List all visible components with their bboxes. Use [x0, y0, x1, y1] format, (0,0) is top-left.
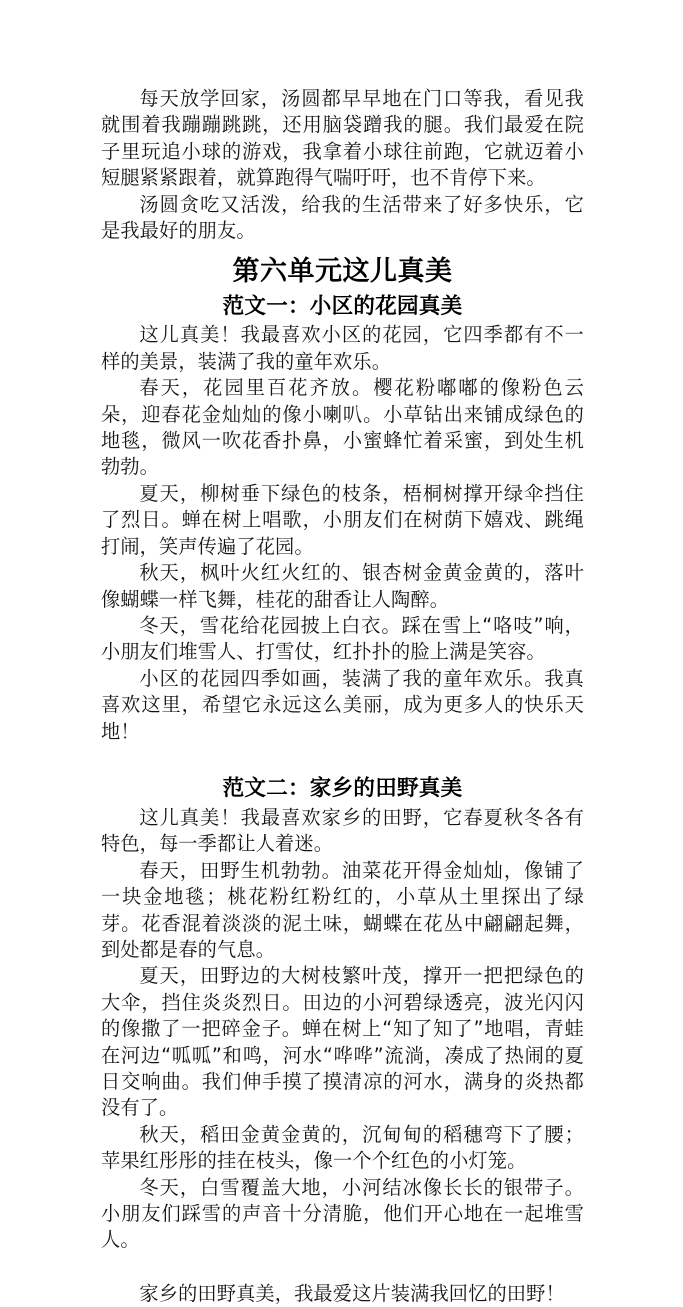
essay-heading-two: 范文二：家乡的田野真美 — [222, 775, 463, 801]
essay-two-paragraph-3: 夏天，田野边的大树枝繁叶茂，撑开一把把绿色的大伞，挡住炎炎烈日。田边的小河碧绿透亮，波光闪闪的像撒了一把碎金子。蝉在树上“知了知了”地唱，青蛙在河边“呱呱”和鸣，河水“哗哗”流淌，凑成了热闹的夏日交响曲。我们伸手摸了摸清凉的河水，满身的炎热都没有了。 — [101, 964, 584, 1120]
essay-two-paragraph-4: 秋天，稻田金黄金黄的，沉甸甸的稻穗弯下了腰；苹果红彤彤的挂在枝头，像一个个红色的小灯笼。 — [101, 1122, 584, 1173]
essay-two-closing-paragraph: 家乡的田野真美，我最爱这片装满我回忆的田野！ — [139, 1281, 565, 1305]
essay-two-paragraph-1: 这儿真美！我最喜欢家乡的田野，它春夏秋冬各有特色，每一季都让人着迷。 — [101, 805, 584, 856]
intro-paragraph-1: 每天放学回家，汤圆都早早地在门口等我，看见我就围着我蹦蹦跳跳，还用脑袋蹭我的腿。我们最爱在院子里玩追小球的游戏，我拿着小球往前跑，它就迈着小短腿紧紧跟着，就算跑得气喘吁吁，也不肯停下来。 — [101, 87, 584, 190]
unit-title: 第六单元这儿真美 — [232, 256, 453, 288]
essay-heading-one: 范文一：小区的花园真美 — [222, 294, 463, 320]
essay-one-paragraph-3: 夏天，柳树垂下绿色的枝条，梧桐树撑开绿伞挡住了烈日。蝉在树上唱歌，小朋友们在树荫下嬉戏、跳绳打闹，笑声传遍了花园。 — [101, 481, 584, 558]
essay-one-paragraph-4: 秋天，枫叶火红火红的、银杏树金黄金黄的，落叶像蝴蝶一样飞舞，桂花的甜香让人陶醉。 — [101, 561, 584, 611]
essay-one-paragraph-1: 这儿真美！我最喜欢小区的花园，它四季都有不一样的美景，装满了我的童年欢乐。 — [101, 323, 584, 373]
essay-two-paragraph-2: 春天，田野生机勃勃。油菜花开得金灿灿，像铺了一块金地毯；桃花粉红粉红的，小草从土里探出了绿芽。花香混着淡淡的泥土味，蝴蝶在花丛中翩翩起舞，到处都是春的气息。 — [101, 858, 584, 961]
intro-paragraph-2: 汤圆贪吃又活泼，给我的生活带来了好多快乐，它是我最好的朋友。 — [101, 192, 584, 243]
essay-one-paragraph-2: 春天，花园里百花齐放。樱花粉嘟嘟的像粉色云朵，迎春花金灿灿的像小喇叭。小草钻出来铺成绿色的地毯，微风一吹花香扑鼻，小蜜蜂忙着采蜜，到处生机勃勃。 — [101, 376, 584, 479]
essay-one-paragraph-6: 小区的花园四季如画，装满了我的童年欢乐。我真喜欢这里，希望它永远这么美丽，成为更多人的快乐天地！ — [101, 666, 584, 743]
essay-one-paragraph-5: 冬天，雪花给花园披上白衣。踩在雪上“咯吱”响，小朋友们堆雪人、打雪仗，红扑扑的脸上满是笑容。 — [101, 613, 584, 664]
essay-two-paragraph-5: 冬天，白雪覆盖大地，小河结冰像长长的银带子。小朋友们踩雪的声音十分清脆，他们开心地在一起堆雪人。 — [101, 1175, 584, 1252]
document-content — [101, 86, 584, 1307]
